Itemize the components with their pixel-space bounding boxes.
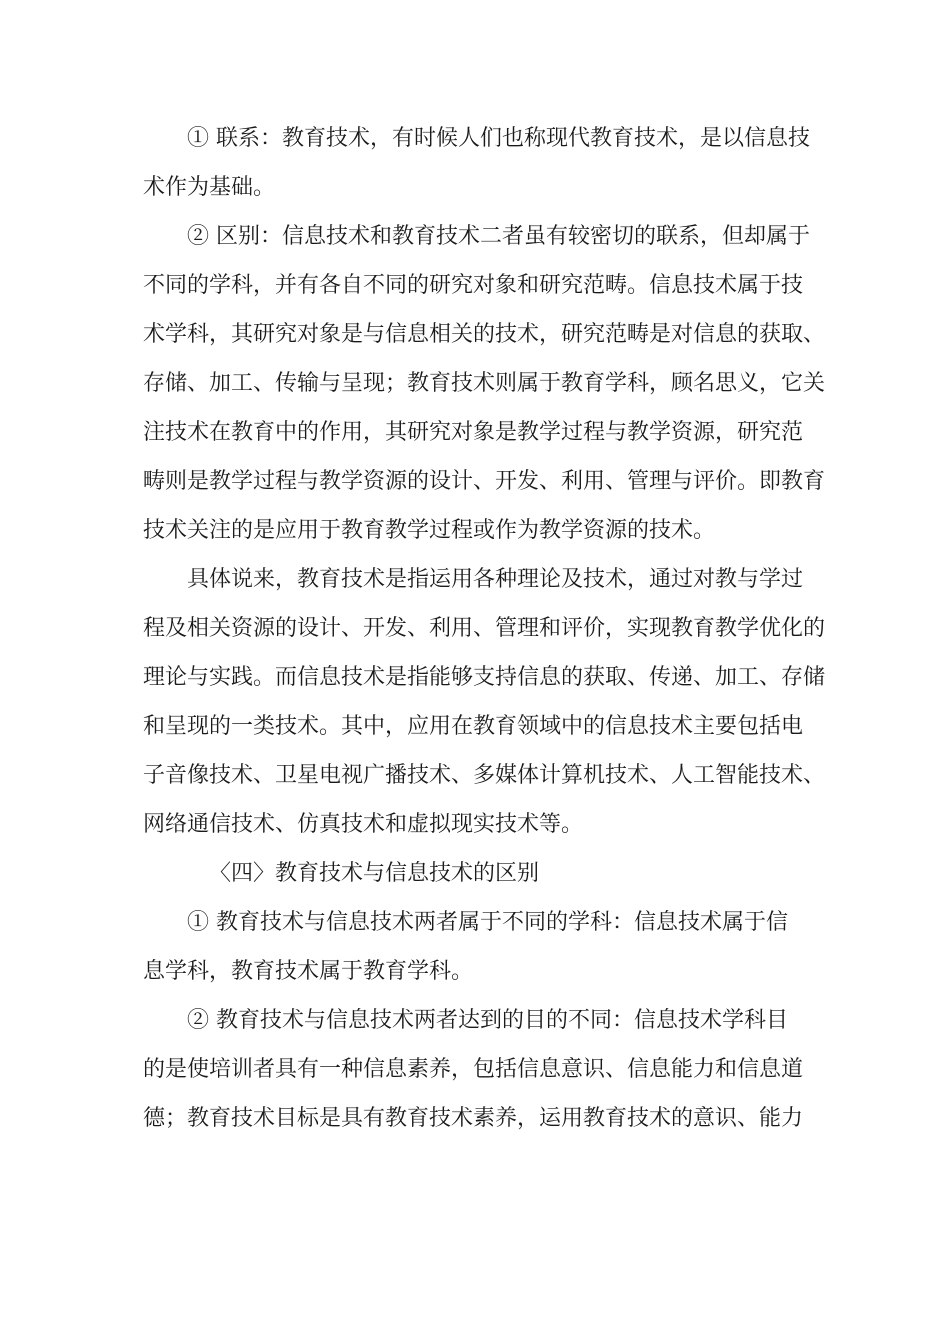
paragraph-line: 的是使培训者具有一种信息素养，包括信息意识、信息能力和信息道 — [143, 1057, 804, 1082]
paragraph-line: 畴则是教学过程与教学资源的设计、开发、利用、管理与评价。即教育 — [143, 469, 826, 494]
document-body — [143, 114, 826, 1143]
paragraph-line: 程及相关资源的设计、开发、利用、管理和评价，实现教育教学优化的 — [143, 616, 826, 641]
paragraph-line: 息学科，教育技术属于教育学科。 — [143, 959, 474, 984]
paragraph-line: 不同的学科，并有各自不同的研究对象和研究范畴。信息技术属于技 — [143, 273, 804, 298]
paragraph-line: 技术关注的是应用于教育教学过程或作为教学资源的技术。 — [143, 518, 716, 543]
paragraph-line: 网络通信技术、仿真技术和虚拟现实技术等。 — [143, 812, 584, 837]
section-heading: 〈四〉教育技术与信息技术的区别 — [209, 861, 540, 886]
paragraph-line: ① 联系：教育技术，有时候人们也称现代教育技术，是以信息技 — [187, 126, 810, 151]
paragraph-line: 具体说来，教育技术是指运用各种理论及技术，通过对教与学过 — [187, 567, 804, 592]
paragraph-line: ② 教育技术与信息技术两者达到的目的不同：信息技术学科目 — [187, 1008, 788, 1033]
paragraph-line: 注技术在教育中的作用，其研究对象是教学过程与教学资源，研究范 — [143, 420, 804, 445]
paragraph-line: 存储、加工、传输与呈现；教育技术则属于教育学科，顾名思义，它关 — [143, 371, 826, 396]
paragraph-line: 理论与实践。而信息技术是指能够支持信息的获取、传递、加工、存储 — [143, 665, 826, 690]
paragraph-line: 德；教育技术目标是具有教育技术素养，运用教育技术的意识、能力 — [143, 1106, 804, 1131]
paragraph-line: ② 区别：信息技术和教育技术二者虽有较密切的联系，但却属于 — [187, 224, 810, 249]
paragraph-line: 子音像技术、卫星电视广播技术、多媒体计算机技术、人工智能技术、 — [143, 763, 826, 788]
paragraph-line: 术学科，其研究对象是与信息相关的技术，研究范畴是对信息的获取、 — [143, 322, 826, 347]
paragraph-line: ① 教育技术与信息技术两者属于不同的学科：信息技术属于信 — [187, 910, 788, 935]
paragraph-line: 术作为基础。 — [143, 175, 276, 200]
paragraph-line: 和呈现的一类技术。其中，应用在教育领域中的信息技术主要包括电 — [143, 714, 804, 739]
